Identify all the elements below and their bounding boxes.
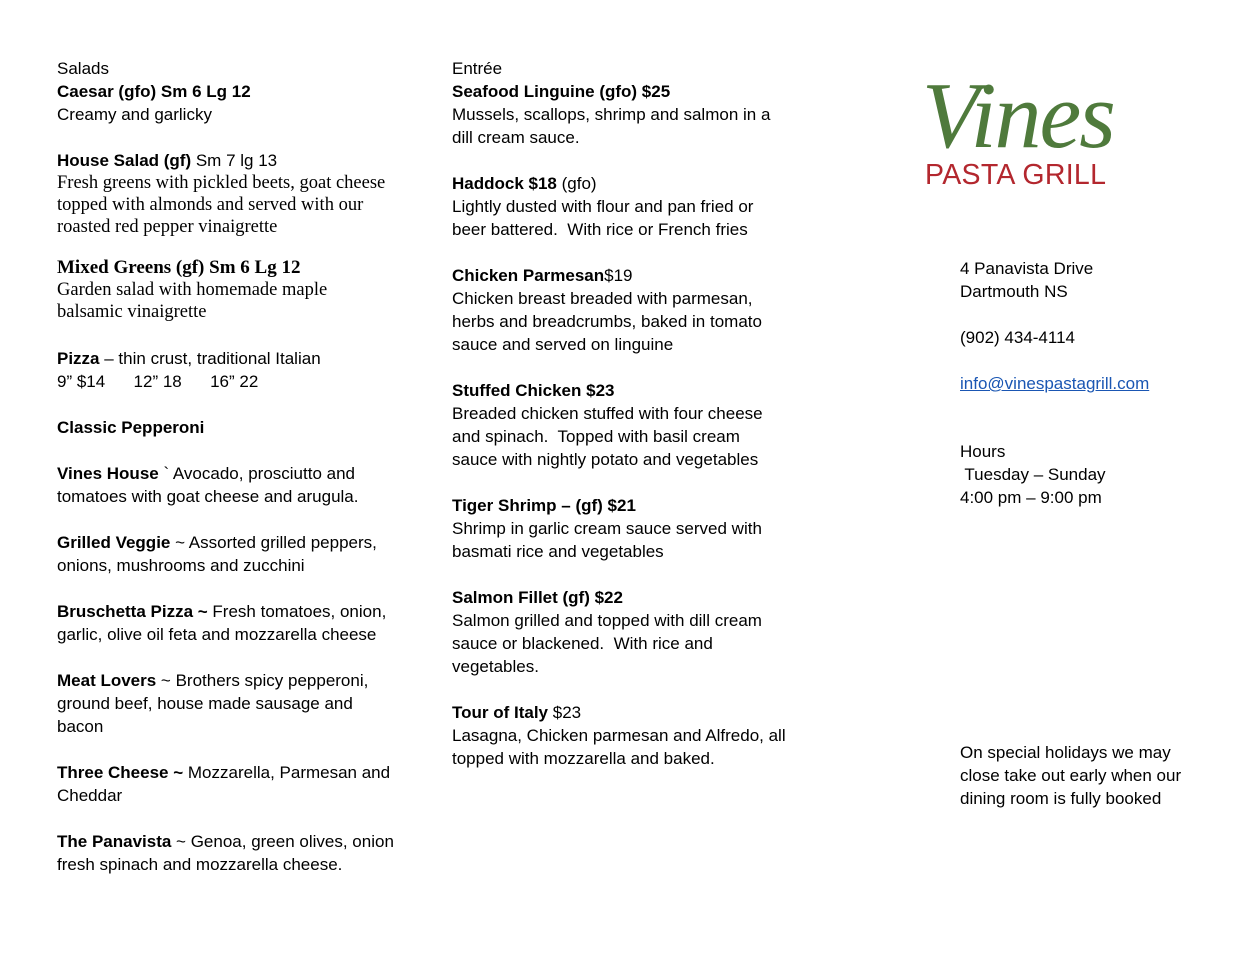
mixed-greens [57, 257, 407, 323]
salads-heading: Salads [57, 59, 109, 78]
special-note-line: On special holidays we may [960, 743, 1171, 762]
salmon-fillet-desc: vegetables. [452, 657, 539, 676]
haddock-desc: Lightly dusted with flour and pan fried or [452, 197, 754, 216]
stuffed-chicken-title: Stuffed Chicken $23 [452, 381, 615, 400]
email-link[interactable]: info@vinespastagrill.com [960, 374, 1150, 393]
house-salad-desc-line: roasted red pepper vinaigrette [57, 217, 278, 237]
stuffed-chicken-desc: Breaded chicken stuffed with four cheese [452, 404, 763, 423]
contact-column [960, 257, 1210, 509]
stuffed-chicken-desc: and spinach. Topped with basil cream [452, 427, 740, 446]
linguine-title: Seafood Linguine (gfo) $25 [452, 82, 671, 101]
logo-subtitle: PASTA GRILL [925, 159, 1107, 191]
mixed-greens-title: Mixed Greens (gf) Sm 6 Lg 12 [57, 257, 301, 278]
chicken-parmesan-price: $19 [604, 266, 633, 285]
address-line-1: 4 Panavista Drive [960, 259, 1094, 278]
panavista-desc: fresh spinach and mozzarella cheese. [57, 855, 343, 874]
grilled-veggie-desc: ~ Assorted grilled peppers, [170, 533, 377, 552]
vines-house-title: Vines House [57, 464, 159, 483]
tour-of-italy-desc: topped with mozzarella and baked. [452, 749, 715, 768]
bruschetta-title: Bruschetta Pizza ~ [57, 602, 208, 621]
meat-lovers-desc: bacon [57, 717, 104, 736]
chicken-parmesan-desc: Chicken breast breaded with parmesan, [452, 289, 753, 308]
tiger-shrimp-desc: basmati rice and vegetables [452, 542, 664, 561]
haddock-title: Haddock $18 [452, 174, 557, 193]
grilled-veggie-title: Grilled Veggie [57, 533, 171, 552]
meat-lovers-title: Meat Lovers [57, 671, 157, 690]
pizza-sizes: 9” $14 12” 18 16” 22 [57, 372, 259, 391]
haddock-desc: beer battered. With rice or French fries [452, 220, 748, 239]
linguine-desc: dill cream sauce. [452, 128, 580, 147]
house-salad-desc-line: topped with almonds and served with our [57, 195, 364, 215]
tour-of-italy-title: Tour of Italy [452, 703, 549, 722]
tiger-shrimp-title: Tiger Shrimp – (gf) $21 [452, 496, 636, 515]
pizza-title: Pizza [57, 349, 100, 368]
three-cheese-desc: Cheddar [57, 786, 123, 805]
mixed-greens-desc-line: balsamic vinaigrette [57, 302, 207, 322]
salmon-fillet-title: Salmon Fillet (gf) $22 [452, 588, 623, 607]
three-cheese-title: Three Cheese ~ [57, 763, 184, 782]
vines-logo [922, 66, 1122, 196]
haddock-tag: (gfo) [556, 174, 597, 193]
bruschetta-desc: garlic, olive oil feta and mozzarella cheese [57, 625, 377, 644]
entree-heading: Entrée [452, 59, 503, 78]
tour-of-italy-price: $23 [548, 703, 582, 722]
entree-column [452, 57, 797, 770]
stuffed-chicken-desc: sauce with nightly potato and vegetables [452, 450, 759, 469]
panavista-desc: ~ Genoa, green olives, onion [171, 832, 394, 851]
chicken-parmesan-desc: herbs and breadcrumbs, baked in tomato [452, 312, 762, 331]
pizza-subtitle: – thin crust, traditional Italian [99, 349, 321, 368]
grilled-veggie-desc: onions, mushrooms and zucchini [57, 556, 305, 575]
bruschetta-desc: Fresh tomatoes, onion, [207, 602, 387, 621]
salads-pizza-column [57, 57, 407, 876]
meat-lovers-desc: ~ Brothers spicy pepperoni, [156, 671, 369, 690]
caesar-title: Caesar (gfo) Sm 6 Lg 12 [57, 82, 251, 101]
hours-days: Tuesday – Sunday [960, 465, 1106, 484]
address-line-2: Dartmouth NS [960, 282, 1068, 301]
logo-script: Vines [922, 64, 1114, 168]
meat-lovers-desc: ground beef, house made sausage and [57, 694, 353, 713]
chicken-parmesan-title: Chicken Parmesan [452, 266, 605, 285]
linguine-desc: Mussels, scallops, shrimp and salmon in a [452, 105, 771, 124]
panavista-title: The Panavista [57, 832, 172, 851]
house-salad-title: House Salad (gf) [57, 151, 192, 170]
house-salad-desc-line: Fresh greens with pickled beets, goat cheese [57, 173, 386, 193]
tiger-shrimp-desc: Shrimp in garlic cream sauce served with [452, 519, 762, 538]
pepperoni-title: Classic Pepperoni [57, 418, 205, 437]
phone-number: (902) 434-4114 [960, 328, 1075, 347]
vines-house-desc: tomatoes with goat cheese and arugula. [57, 487, 359, 506]
chicken-parmesan-desc: sauce and served on linguine [452, 335, 674, 354]
hours-heading: Hours [960, 442, 1006, 461]
house-salad-desc [57, 172, 407, 238]
salmon-fillet-desc: sauce or blackened. With rice and [452, 634, 713, 653]
salmon-fillet-desc: Salmon grilled and topped with dill cream [452, 611, 762, 630]
hours-time: 4:00 pm – 9:00 pm [960, 488, 1102, 507]
mixed-greens-desc-line: Garden salad with homemade maple [57, 280, 328, 300]
caesar-desc: Creamy and garlicky [57, 105, 212, 124]
house-salad-price: Sm 7 lg 13 [191, 151, 278, 170]
three-cheese-desc: Mozzarella, Parmesan and [183, 763, 391, 782]
special-holidays-note [960, 741, 1210, 810]
special-note-line: dining room is fully booked [960, 789, 1162, 808]
special-note-line: close take out early when our [960, 766, 1182, 785]
tour-of-italy-desc: Lasagna, Chicken parmesan and Alfredo, all [452, 726, 786, 745]
vines-house-desc: ` Avocado, prosciutto and [158, 464, 355, 483]
